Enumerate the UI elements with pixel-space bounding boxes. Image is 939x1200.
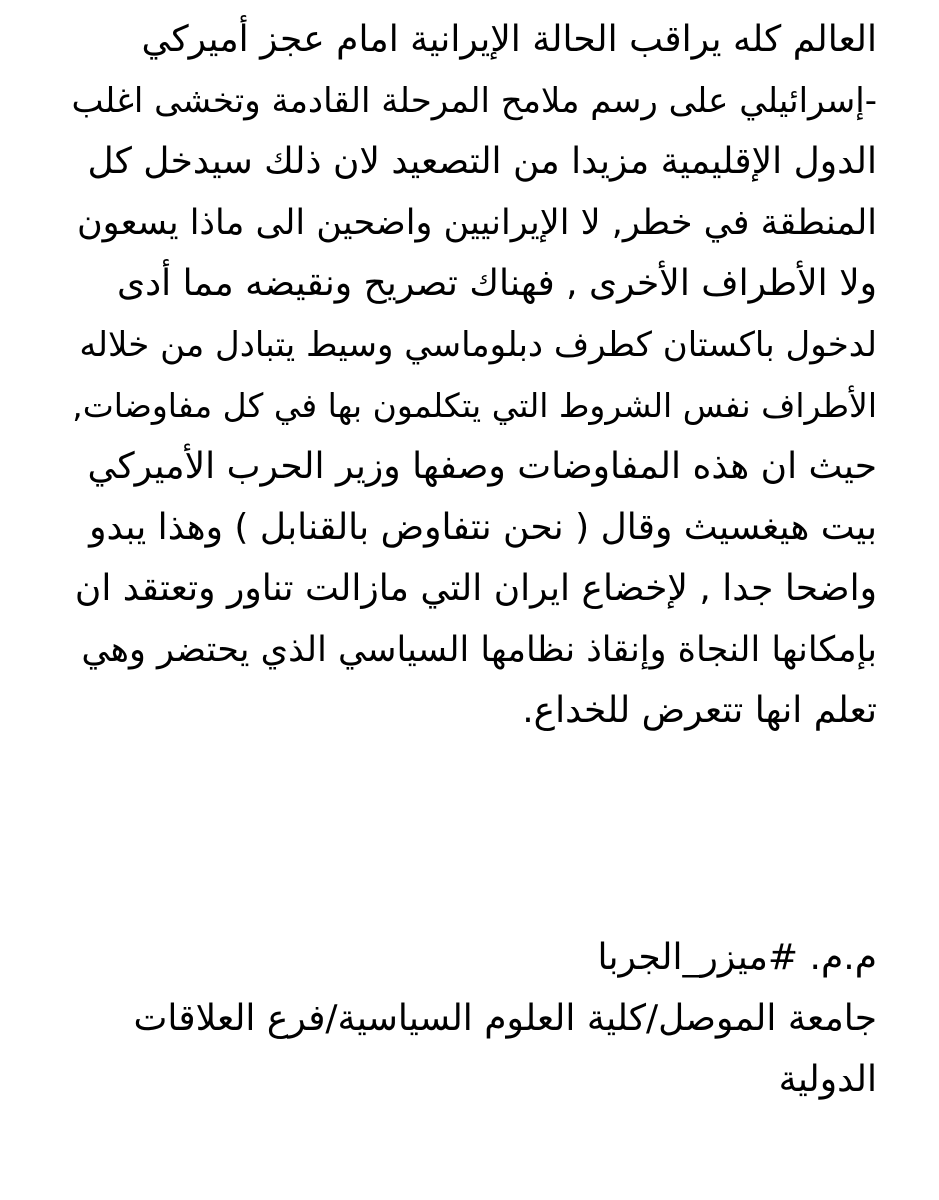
article-line-6: لدخول باكستان كطرف دبلوماسي وسيط يتبادل من خلاله bbox=[79, 325, 877, 365]
affiliation-line-2: الدولية bbox=[778, 1059, 877, 1100]
affiliation-line-1: جامعة الموصل/كلية العلوم السياسية/فرع العلاقات bbox=[133, 998, 877, 1039]
article-line-11: بإمكانها النجاة وإنقاذ نظامها السياسي الذي يحتضر وهي bbox=[81, 630, 877, 670]
article-line-8: حيث ان هذه المفاوضات وصفها وزير الحرب الأميركي bbox=[87, 446, 877, 487]
article-line-12: تعلم انها تتعرض للخداع. bbox=[522, 690, 877, 731]
article-line-7: الأطراف نفس الشروط التي يتكلمون بها في كل مفاوضات, bbox=[72, 386, 877, 425]
article-line-5: ولا الأطراف الأخرى , فهناك تصريح ونقيضه مما أدى bbox=[116, 263, 877, 304]
author-signature: م.م. #ميزر_الجربا bbox=[597, 937, 877, 978]
article-line-1: العالم كله يراقب الحالة الإيرانية امام عجز أميركي bbox=[141, 19, 877, 60]
article-line-9: بيت هيغسيث وقال ( نحن نتفاوض بالقنابل ) وهذا يبدو bbox=[89, 507, 877, 548]
article-line-2: -إسرائيلي على رسم ملامح المرحلة القادمة وتخشى اغلب bbox=[71, 81, 877, 121]
article-line-3: الدول الإقليمية مزيدا من التصعيد لان ذلك سيدخل كل bbox=[87, 141, 877, 182]
article-line-4: المنطقة في خطر, لا الإيرانيين واضحين الى ماذا يسعون bbox=[76, 203, 877, 243]
article-line-10: واضحا جدا , لإخضاع ايران التي مازالت تناور وتعتقد ان bbox=[74, 568, 877, 609]
